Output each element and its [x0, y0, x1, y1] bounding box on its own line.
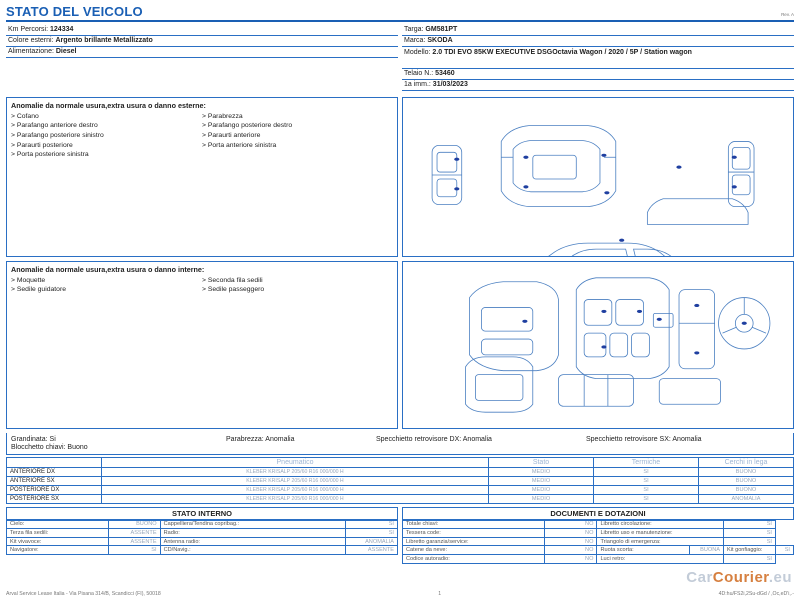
- field-value: SI: [346, 520, 398, 529]
- documenti-dotazioni-table: [402, 520, 794, 564]
- tyre-position: POSTERIORE DX: [7, 485, 102, 494]
- watermark-part-3: .eu: [768, 569, 792, 586]
- summary-notes: [6, 433, 794, 455]
- field-value: SI: [724, 537, 776, 546]
- field-value: NO: [545, 554, 597, 563]
- internal-anomalies-title: Anomalie da normale usura,extra usura o danno interne:: [11, 264, 205, 274]
- info-immatricolazione: [402, 80, 794, 91]
- info-telaio: [402, 69, 794, 80]
- tyre-description: KLEBER KRISALP 205/60 R16 000/000 H: [102, 494, 489, 503]
- field-value: NO: [545, 537, 597, 546]
- trunk-floor-icon: [659, 378, 720, 404]
- info-km: [6, 25, 398, 36]
- info-targa-label: Targa:: [404, 26, 424, 34]
- field-label: Navigatore:: [7, 546, 109, 555]
- field-value: SI: [724, 554, 776, 563]
- tyres-table-body: [7, 467, 794, 503]
- field-label: Kit gonfiaggio:: [724, 546, 776, 555]
- field-label: Libretto uso e manutenzione:: [597, 529, 724, 538]
- tyre-position: ANTERIORE DX: [7, 467, 102, 476]
- external-anomalies-col1: [11, 112, 202, 160]
- field-value: NO: [545, 520, 597, 529]
- info-targa-value: GM581PT: [425, 26, 458, 34]
- watermark-part-1: Car: [686, 569, 713, 586]
- field-label: Kit vivavoce:: [7, 537, 109, 546]
- interior-diagram-panel: [402, 261, 794, 429]
- vehicle-interior-diagram: [403, 262, 793, 428]
- external-anomalies-title: Anomalie da normale usura,extra usura o danno esterne:: [11, 100, 206, 110]
- info-colore-value: Argento brillante Metallizzato: [55, 37, 153, 45]
- internal-anomalies-panel: [6, 261, 398, 429]
- table-row: [7, 476, 794, 485]
- tyres-table: [6, 457, 794, 504]
- title-divider: [6, 20, 794, 22]
- stato-interno-table: [6, 520, 398, 555]
- internal-anomalies-list: [7, 275, 397, 299]
- tyre-termiche: SI: [594, 494, 699, 503]
- watermark: [686, 569, 792, 586]
- info-modello-value: 2.0 TDI EVO 85KW EXECUTIVE DSGOctavia Wagon / 2020 / 5P / Station wagon: [432, 49, 692, 57]
- footer-page-number: 1: [438, 591, 442, 597]
- tyre-cerchi: BUONO: [699, 476, 794, 485]
- external-anomalies-list: [7, 111, 397, 164]
- field-label: Radio:: [160, 529, 345, 538]
- list-item: > Paraurti anteriore: [202, 131, 393, 141]
- table-row: [7, 467, 794, 476]
- internal-anomalies-col1: [11, 276, 202, 295]
- field-label: Ruota scorta:: [597, 546, 690, 555]
- table-row: [7, 520, 398, 529]
- field-value: SI: [346, 529, 398, 538]
- info-marca-label: Marca:: [404, 37, 426, 45]
- tyre-description: KLEBER KRISALP 205/60 R16 000/000 H: [102, 485, 489, 494]
- tyres-col-pneumatico: Pneumatico: [102, 457, 489, 467]
- list-item: > Parafango posteriore sinistro: [11, 131, 202, 141]
- anomaly-diagram-column: [402, 97, 794, 429]
- note-specchietto-dx: Specchietto retrovisore DX: Anomalia: [376, 435, 492, 443]
- field-value: SI: [724, 520, 776, 529]
- vehicle-info-left: [6, 25, 398, 91]
- tyres-header-row: [7, 457, 794, 467]
- table-row: [7, 529, 398, 538]
- info-alimentazione: [6, 47, 398, 58]
- info-alimentazione-label: Alimentazione:: [8, 48, 54, 56]
- info-left-spacer-2: [6, 69, 398, 80]
- tyre-position: ANTERIORE SX: [7, 476, 102, 485]
- list-item: > Sedile guidatore: [11, 285, 202, 295]
- external-anomalies-col2: [202, 112, 393, 160]
- list-item: > Cofano: [11, 112, 202, 122]
- side-right-icon: [647, 198, 748, 224]
- list-item: > Paraurti posteriore: [11, 141, 202, 151]
- field-label: Cappelliera/Tendina copribag.:: [160, 520, 345, 529]
- list-item: > Parafango anteriore destro: [11, 121, 202, 131]
- tyre-cerchi: BUONO: [699, 485, 794, 494]
- field-label: Catene da neve:: [403, 546, 545, 555]
- revision-label: Rev. A: [781, 12, 794, 17]
- damage-markers-interior: [522, 303, 746, 354]
- tyre-cerchi: ANOMALIA: [699, 494, 794, 503]
- field-label: Luci retro:: [597, 554, 724, 563]
- footer-reference: 4D:hu/FS2i,2Su-dGd / ,Oc,eD'i,.-: [718, 591, 794, 597]
- bottom-sections: [6, 507, 794, 564]
- vehicle-info-right: [402, 25, 794, 91]
- top-view-icon: [501, 125, 616, 206]
- stato-interno-section: [6, 507, 398, 564]
- tyre-stato: MEDIO: [489, 476, 594, 485]
- cabin-top-view-icon: [576, 277, 673, 378]
- table-row: [403, 554, 794, 563]
- table-row: [403, 537, 794, 546]
- field-label: Libretto garanzia/service:: [403, 537, 545, 546]
- stato-interno-title: STATO INTERNO: [6, 507, 398, 520]
- tyres-col-stato: Stato: [489, 457, 594, 467]
- tyres-table-head: [7, 457, 794, 467]
- tyre-cerchi: BUONO: [699, 467, 794, 476]
- external-anomalies-panel: [6, 97, 398, 257]
- field-label: Libretto circolazione:: [597, 520, 724, 529]
- table-row: [403, 546, 794, 555]
- field-value: SI: [776, 546, 794, 555]
- field-label: Codice autoradio:: [403, 554, 545, 563]
- damage-markers: [454, 153, 737, 241]
- boot-icon: [679, 289, 715, 368]
- rear-view-icon: [432, 145, 462, 204]
- field-label: Cielo:: [7, 520, 109, 529]
- info-colore: [6, 36, 398, 47]
- tyre-stato: MEDIO: [489, 494, 594, 503]
- note-grandinata: Grandinata: Si: [11, 435, 56, 443]
- field-label: Antenna radio:: [160, 537, 345, 546]
- info-marca: [402, 36, 794, 47]
- exterior-diagram-panel: [402, 97, 794, 257]
- tyres-col-cerchi: Cerchi in lega: [699, 457, 794, 467]
- tyre-description: KLEBER KRISALP 205/60 R16 000/000 H: [102, 476, 489, 485]
- seat-detail-icon: [466, 356, 533, 411]
- note-parabrezza: Parabrezza: Anomalia: [226, 435, 295, 443]
- tyre-stato: MEDIO: [489, 467, 594, 476]
- info-alimentazione-value: Diesel: [55, 48, 77, 56]
- table-row: [7, 485, 794, 494]
- note-specchietto-sx: Specchietto retrovisore SX: Anomalia: [586, 435, 702, 443]
- tyre-stato: MEDIO: [489, 485, 594, 494]
- field-value: SI: [108, 546, 160, 555]
- field-label: CD/Navig.:: [160, 546, 345, 555]
- footer-company: Arval Service Lease Italia - Via Pisana 314/B, Scandicci (FI), 50018: [6, 591, 161, 597]
- tyres-col-termiche: Termiche: [594, 457, 699, 467]
- info-km-label: Km Percorsi:: [8, 26, 49, 34]
- info-targa: [402, 25, 794, 36]
- field-label: Tessera code:: [403, 529, 545, 538]
- field-value: NO: [545, 529, 597, 538]
- table-row: [403, 520, 794, 529]
- field-value: BUONA: [690, 546, 724, 555]
- front-view-icon: [728, 141, 754, 206]
- document-header: [6, 4, 794, 19]
- table-row: [403, 529, 794, 538]
- list-item: > Sedile passeggero: [202, 285, 393, 295]
- tyre-termiche: SI: [594, 485, 699, 494]
- info-immatricolazione-label: 1a imm.:: [404, 81, 431, 89]
- table-row: [7, 546, 398, 555]
- info-colore-label: Colore esterni:: [8, 37, 54, 45]
- field-value: SI: [724, 529, 776, 538]
- tyre-termiche: SI: [594, 476, 699, 485]
- table-row: [7, 494, 794, 503]
- field-value: ANOMALIA: [346, 537, 398, 546]
- tyre-position: POSTERIORE SX: [7, 494, 102, 503]
- field-label: Totale chiavi:: [403, 520, 545, 529]
- list-item: > Parafango posteriore destro: [202, 121, 393, 131]
- list-item: > Porta posteriore sinistra: [11, 150, 202, 160]
- tyre-description: KLEBER KRISALP 205/60 R16 000/000 H: [102, 467, 489, 476]
- table-row: [7, 537, 398, 546]
- side-view-icon: [505, 243, 708, 256]
- field-value: ASSENTE: [108, 537, 160, 546]
- page-title: STATO DEL VEICOLO: [6, 4, 143, 19]
- tyres-col-position: [7, 457, 102, 467]
- list-item: > Porta anteriore sinistra: [202, 141, 393, 151]
- field-value: BUONO: [108, 520, 160, 529]
- note-blocchetto-chiavi: Blocchetto chiavi: Buono: [11, 443, 88, 451]
- anomaly-panels: [6, 97, 794, 429]
- tyre-termiche: SI: [594, 467, 699, 476]
- list-item: > Seconda fila sedili: [202, 276, 393, 286]
- vehicle-exterior-diagram: [403, 98, 793, 256]
- info-marca-value: SKODA: [427, 37, 453, 45]
- field-label: Triangolo di emergenza:: [597, 537, 724, 546]
- internal-anomalies-col2: [202, 276, 393, 295]
- watermark-part-2: Courier: [712, 569, 769, 586]
- field-value: ASSENTE: [108, 529, 160, 538]
- dashboard-icon: [470, 281, 559, 370]
- summary-notes-row-1: [11, 436, 789, 443]
- info-telaio-label: Telaio N.:: [404, 70, 434, 78]
- list-item: > Moquette: [11, 276, 202, 286]
- vehicle-info: [6, 25, 794, 91]
- info-modello: [402, 47, 794, 69]
- list-item: > Parabrezza: [202, 112, 393, 122]
- rear-bench-icon: [558, 374, 633, 406]
- info-telaio-value: 53460: [435, 70, 455, 78]
- anomaly-text-column: [6, 97, 398, 429]
- documenti-dotazioni-section: [402, 507, 794, 564]
- field-value: NO: [545, 546, 597, 555]
- info-km-value: 124334: [50, 26, 74, 34]
- field-value: ASSENTE: [346, 546, 398, 555]
- info-modello-label: Modello:: [404, 49, 431, 57]
- documenti-dotazioni-title: DOCUMENTI E DOTAZIONI: [402, 507, 794, 520]
- info-immatricolazione-value: 31/03/2023: [432, 81, 468, 89]
- document-footer: [6, 591, 794, 597]
- field-label: Terza fila sedili:: [7, 529, 109, 538]
- info-left-spacer-1: [6, 58, 398, 69]
